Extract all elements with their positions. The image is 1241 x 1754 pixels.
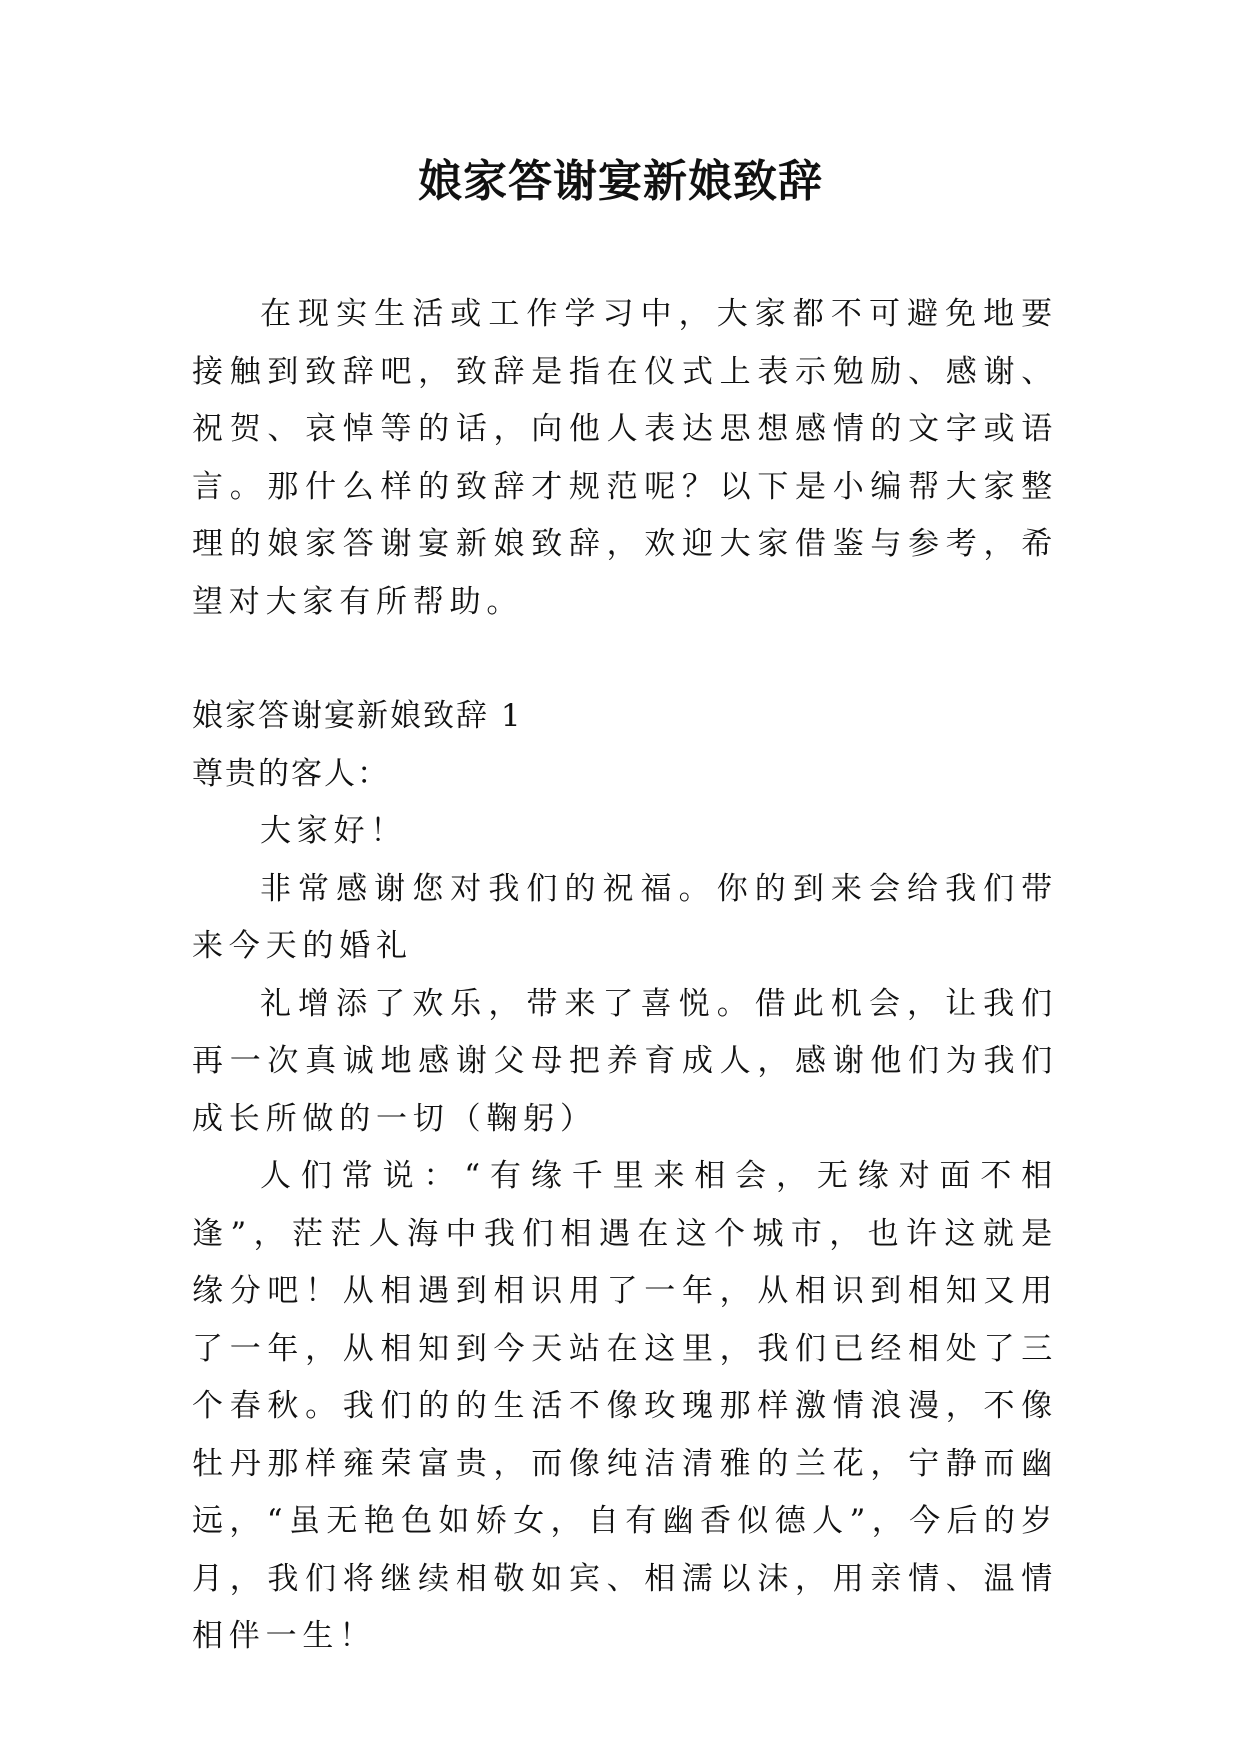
document-body <box>192 286 1058 1666</box>
section-heading: 娘家答谢宴新娘致辞 1 <box>192 698 523 734</box>
salutation: 尊贵的客人： <box>192 755 390 792</box>
body-paragraph: 礼增添了欢乐，带来了喜悦。借此机会，让我们再一次真诚地感谢父母把养育成人，感谢他们为我们成长所做的一切（鞠躬） <box>192 985 1058 1137</box>
page-title: 娘家答谢宴新娘致辞 <box>418 156 823 207</box>
body-paragraph: 人们常说：“有缘千里来相会，无缘对面不相逢”，茫茫人海中我们相遇在这个城市，也许这就是缘分吧！从相遇到相识用了一年，从相识到相知又用了一年，从相知到今天站在这里，我们已经相处了三个春秋。我们的的生活不像玫瑰那样激情浪漫，不像牡丹那样雍荣富贵，而像纯洁清雅的兰花，宁静而幽远，“虽无艳色如娇女，自有幽香似德人”，今后的岁月，我们将继续相敬如宾、相濡以沫，用亲情、温情相伴一生！ <box>192 1158 1058 1654</box>
body-paragraph: 大家好！ <box>260 813 408 849</box>
intro-paragraph: 在现实生活或工作学习中，大家都不可避免地要接触到致辞吧，致辞是指在仪式上表示勉励、感谢、祝贺、哀悼等的话，向他人表达思想感情的文字或语言。那什么样的致辞才规范呢？以下是小编帮大家整理的娘家答谢宴新娘致辞，欢迎大家借鉴与参考，希望对大家有所帮助。 <box>192 296 1058 620</box>
body-paragraph: 非常感谢您对我们的祝福。你的到来会给我们带来今天的婚礼 <box>192 870 1058 964</box>
